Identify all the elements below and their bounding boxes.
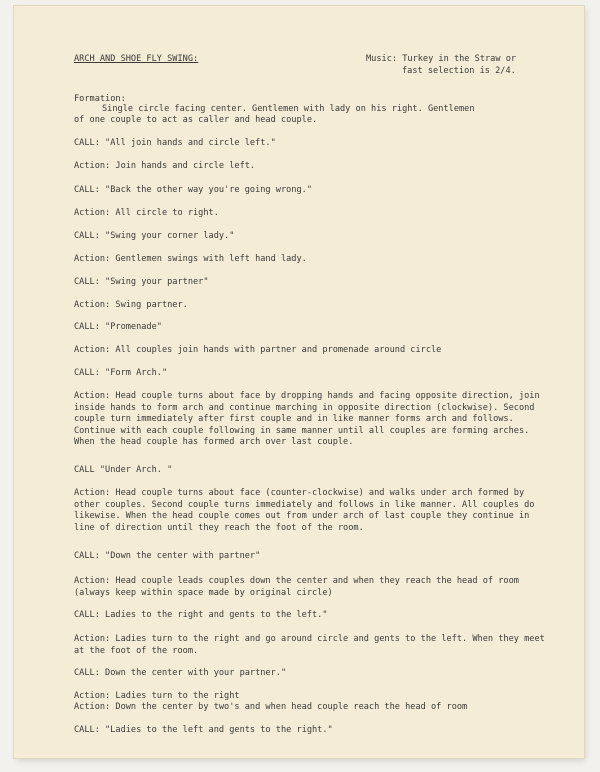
action-line: Action: All circle to right. [74,208,219,218]
action-line: Action: Down the center by two's and when head couple reach the head of room [74,702,468,712]
paper-sheet [14,6,584,758]
call-line: CALL: Ladies to the right and gents to the left." [74,610,328,620]
action-line: Action: Ladies turn to the right [74,691,240,701]
action-paragraph: Action: Head couple turns about face (counter-clockwise) and walks under arch formed by other couples. Second couple turns immediately and follows in like manner. All couples do likewise. When the head couple comes out from under arch of last couple they continue in line of direction until they reach the foot of the room. [74,488,535,533]
formation-label: Formation: [74,94,126,104]
call-line: CALL: Down the center with your partner." [74,668,287,678]
document-title: ARCH AND SHOE FLY SWING: [74,54,199,64]
action-paragraph: Action: Ladies turn to the right and go around circle and gents to the left. When they meet at the foot of the room. [74,634,545,656]
call-line: CALL: "Back the other way you're going wrong." [74,185,312,195]
action-line: Action: Swing partner. [74,300,188,310]
action-line: Action: All couples join hands with partner and promenade around circle [74,345,442,355]
music-line-1: Music: Turkey in the Straw or [366,54,517,64]
music-line-2: fast selection is 2/4. [402,65,516,76]
call-line: CALL: "Promenade" [74,322,162,332]
call-line: CALL: "Ladies to the left and gents to the right." [74,725,333,735]
call-line: CALL: "Swing your corner lady." [74,231,235,241]
call-line: CALL: "Form Arch." [74,368,168,378]
call-line: CALL: "Swing your partner" [74,277,209,287]
action-paragraph: Action: Head couple turns about face by dropping hands and facing opposite direction, join inside hands to form arch and continue marching in opposite direction (clockwise). Second couple turn immediately after first couple and in like manner forms arch and follows. Continue with each couple following in same manner until all couples are forming arches. When the head couple has formed arch over last couple. [74,391,540,447]
call-line: CALL: "Down the center with partner" [74,551,261,561]
call-line: CALL: "All join hands and circle left." [74,138,276,148]
formation-text-2: of one couple to act as caller and head couple. [74,115,318,125]
call-line: CALL "Under Arch. " [74,465,173,475]
formation-text-1: Single circle facing center. Gentlemen with lady on his right. Gentlemen [102,104,475,114]
action-line: Action: Gentlemen swings with left hand lady. [74,254,307,264]
action-line: Action: Join hands and circle left. [74,161,256,171]
action-paragraph: Action: Head couple leads couples down the center and when they reach the head of room (always keep within space made by original circle) [74,576,519,598]
music-note [366,54,516,77]
